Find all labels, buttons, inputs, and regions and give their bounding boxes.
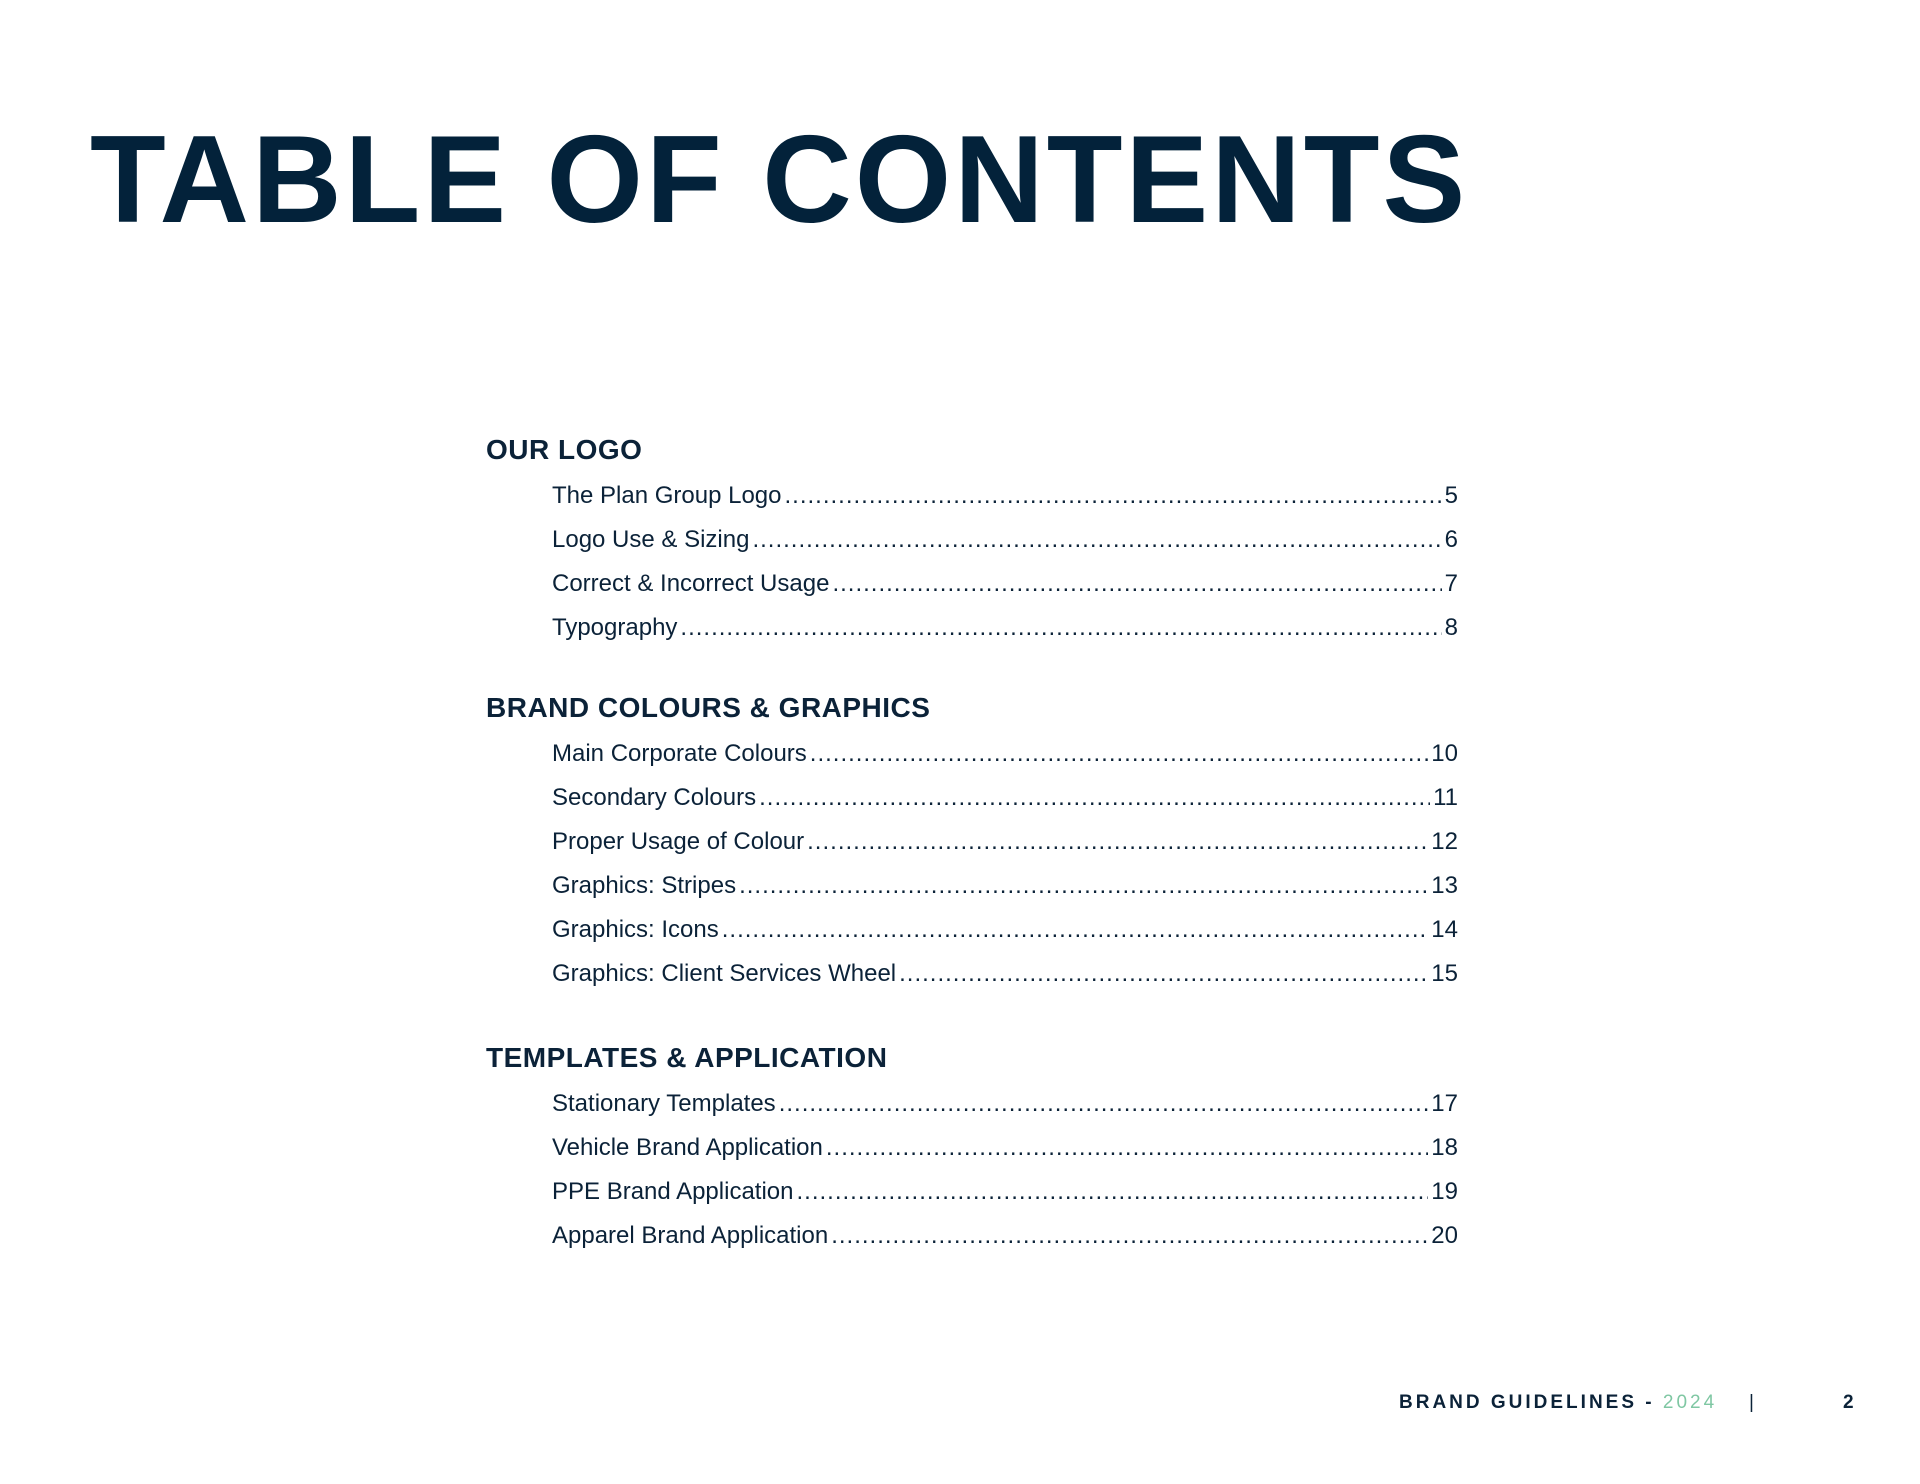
footer-doc-title-text: BRAND GUIDELINES -: [1399, 1392, 1655, 1413]
section-heading: OUR LOGO: [486, 434, 643, 465]
dot-leader: [797, 1170, 1429, 1214]
toc-entry-page: 15: [1431, 960, 1458, 987]
dot-leader: [826, 1126, 1428, 1170]
toc-entry-page: 20: [1431, 1222, 1458, 1249]
toc-entry[interactable]: [552, 776, 1458, 820]
toc-entry[interactable]: [552, 1126, 1458, 1170]
toc-entry[interactable]: [552, 518, 1458, 562]
dot-leader: [739, 864, 1428, 908]
toc-section-brand-colours-graphics: [486, 684, 1458, 996]
page-number: 2: [1843, 1392, 1857, 1413]
dot-leader: [785, 474, 1442, 518]
page-title: TABLE OF CONTENTS: [90, 111, 1469, 249]
toc-entry[interactable]: [552, 952, 1458, 996]
toc-entry-page: 8: [1444, 614, 1458, 641]
toc-entry[interactable]: [552, 474, 1458, 518]
dot-leader: [899, 952, 1428, 996]
toc-list: [486, 732, 1458, 996]
toc-entry[interactable]: [552, 820, 1458, 864]
toc-entry-page: 10: [1431, 740, 1458, 767]
dot-leader: [779, 1082, 1429, 1126]
toc-entry[interactable]: [552, 732, 1458, 776]
toc-entry-page: 13: [1431, 872, 1458, 899]
footer-doc-title: [1399, 1392, 1717, 1414]
toc-entry[interactable]: [552, 606, 1458, 650]
toc-entry[interactable]: [552, 1214, 1458, 1258]
dot-leader: [722, 908, 1429, 952]
toc-entry-label: Typography: [552, 614, 678, 641]
dot-leader: [759, 776, 1430, 820]
toc-entry-page: 7: [1444, 570, 1458, 597]
toc-entry-page: 17: [1431, 1090, 1458, 1117]
toc-entry-label: Proper Usage of Colour: [552, 828, 805, 855]
section-heading: TEMPLATES & APPLICATION: [486, 1042, 888, 1073]
toc-entry-label: Apparel Brand Application: [552, 1222, 829, 1249]
toc-entry-label: Correct & Incorrect Usage: [552, 570, 830, 597]
toc-entry-page: 18: [1431, 1134, 1458, 1161]
toc-entry[interactable]: [552, 1082, 1458, 1126]
toc-entry[interactable]: [552, 864, 1458, 908]
toc-section-templates-application: [486, 1034, 1458, 1258]
toc-entry-page: 5: [1444, 482, 1458, 509]
toc-list: [486, 1082, 1458, 1258]
dot-leader: [807, 820, 1428, 864]
toc-section-our-logo: [486, 426, 1458, 650]
toc-list: [486, 474, 1458, 650]
toc-entry-label: Secondary Colours: [552, 784, 757, 811]
dot-leader: [831, 1214, 1428, 1258]
toc-entry-label: Graphics: Stripes: [552, 872, 737, 899]
dot-leader: [752, 518, 1441, 562]
toc-entry-label: Stationary Templates: [552, 1090, 776, 1117]
toc-entry-label: Graphics: Client Services Wheel: [552, 960, 897, 987]
dot-leader: [832, 562, 1441, 606]
toc-entry-label: Main Corporate Colours: [552, 740, 807, 767]
toc-entry-page: 11: [1433, 784, 1458, 811]
toc-entry-label: Vehicle Brand Application: [552, 1134, 823, 1161]
toc-entry-page: 19: [1431, 1178, 1458, 1205]
section-spacer: [486, 996, 1458, 1034]
toc-entry-label: Graphics: Icons: [552, 916, 719, 943]
toc-entry[interactable]: [552, 908, 1458, 952]
toc-entry-label: The Plan Group Logo: [552, 482, 782, 509]
section-spacer: [486, 650, 1458, 684]
dot-leader: [810, 732, 1429, 776]
toc-entry[interactable]: [552, 562, 1458, 606]
toc-entry-page: 14: [1431, 916, 1458, 943]
footer-year: 2024: [1662, 1392, 1718, 1413]
toc-entry-page: 12: [1431, 828, 1458, 855]
page-footer: [0, 1392, 1920, 1422]
dot-leader: [680, 606, 1441, 650]
section-heading: BRAND COLOURS & GRAPHICS: [486, 692, 931, 723]
footer-divider: |: [1749, 1392, 1757, 1413]
table-of-contents: [486, 426, 1458, 1258]
toc-entry-label: Logo Use & Sizing: [552, 526, 750, 553]
toc-entry-label: PPE Brand Application: [552, 1178, 794, 1205]
toc-entry[interactable]: [552, 1170, 1458, 1214]
toc-entry-page: 6: [1444, 526, 1458, 553]
